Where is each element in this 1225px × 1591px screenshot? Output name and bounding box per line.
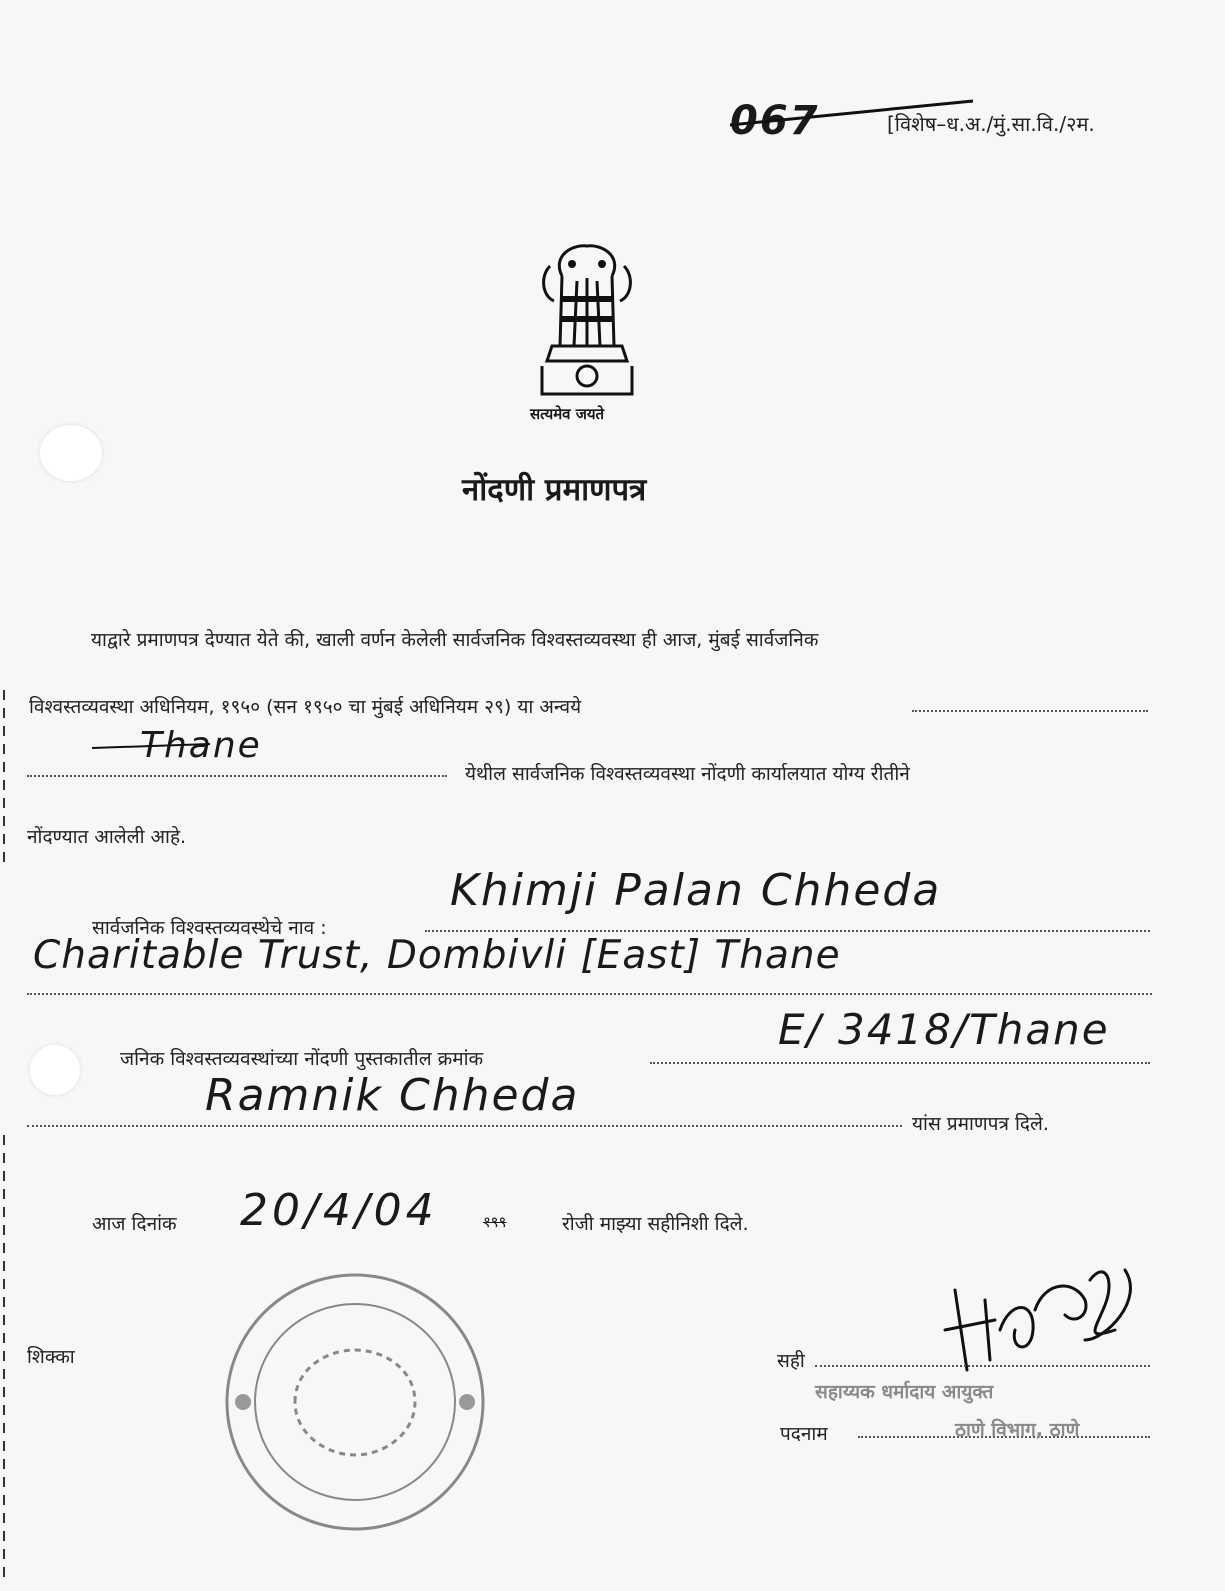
designation-stamp-line-1: सहाय्यक धर्मादाय आयुक्त [815,1381,994,1403]
body-line-1: याद्वारे प्रमाणपत्र देण्यात येते की, खाली वर्णन केलेली सार्वजनिक विश्वस्तव्यवस्था ही आज, मुंबई सार्वजनिक [91,629,819,651]
struck-number: 067 [730,98,820,144]
seal-label: शिक्का [27,1346,75,1368]
body-line-2: विश्वस्तव्यवस्था अधिनियम, १९५० (सन १९५० चा मुंबई अधिनियम २९) या अन्वये [29,696,582,718]
registration-label: जनिक विश्वस्तव्यवस्थांच्या नोंदणी पुस्तकातील क्रमांक [120,1048,484,1070]
body-line-3: येथील सार्वजनिक विश्वस्तव्यवस्था नोंदणी कार्यालयात योग्य रीतीने [465,763,910,785]
recipient-suffix: यांस प्रमाणपत्र दिले. [912,1113,1049,1135]
struck-year: १९९ [483,1213,507,1231]
trust-name-label: सार्वजनिक विश्वस्तव्यवस्थेचे नाव : [92,917,327,939]
blank-line [815,1365,1150,1367]
blank-line [650,1062,1150,1064]
page-edge-mark [3,1135,5,1585]
blank-line [425,930,1150,932]
blank-line [27,993,1152,995]
blank-line [27,1125,902,1127]
blank-line [912,710,1148,712]
date-prefix: आज दिनांक [92,1213,177,1235]
round-seal-icon [215,1265,495,1540]
punch-hole [30,1045,80,1095]
blank-line [27,775,447,777]
ashoka-emblem-icon [532,236,642,402]
emblem-motto: सत्यमेव जयते [530,405,605,423]
handwritten-registration-number: E/ 3418/Thane [778,1005,1110,1054]
handwritten-trust-name-2: Charitable Trust, Dombivli [East] Thane [33,933,841,978]
punch-hole [40,425,102,481]
page-title: नोंदणी प्रमाणपत्र [462,472,647,508]
reference-code: [विशेष–ध.अ./मुं.सा.वि./२म. [887,112,1095,136]
handwritten-place: Thane [140,725,262,766]
page-edge-mark [3,690,5,870]
designation-label: पदनाम [780,1423,828,1445]
date-suffix: रोजी माझ्या सहीनिशी दिले. [562,1213,749,1235]
body-line-4: नोंदण्यात आलेली आहे. [27,826,187,848]
handwritten-recipient-name: Ramnik Chheda [205,1070,580,1121]
handwritten-underline [90,738,310,768]
signature-label: सही [777,1350,805,1372]
handwritten-date: 20/4/04 [240,1185,438,1236]
handwritten-trust-name-1: Khimji Palan Chheda [450,865,942,916]
designation-stamp-line-2: ठाणे विभाग, ठाणे [955,1419,1080,1441]
